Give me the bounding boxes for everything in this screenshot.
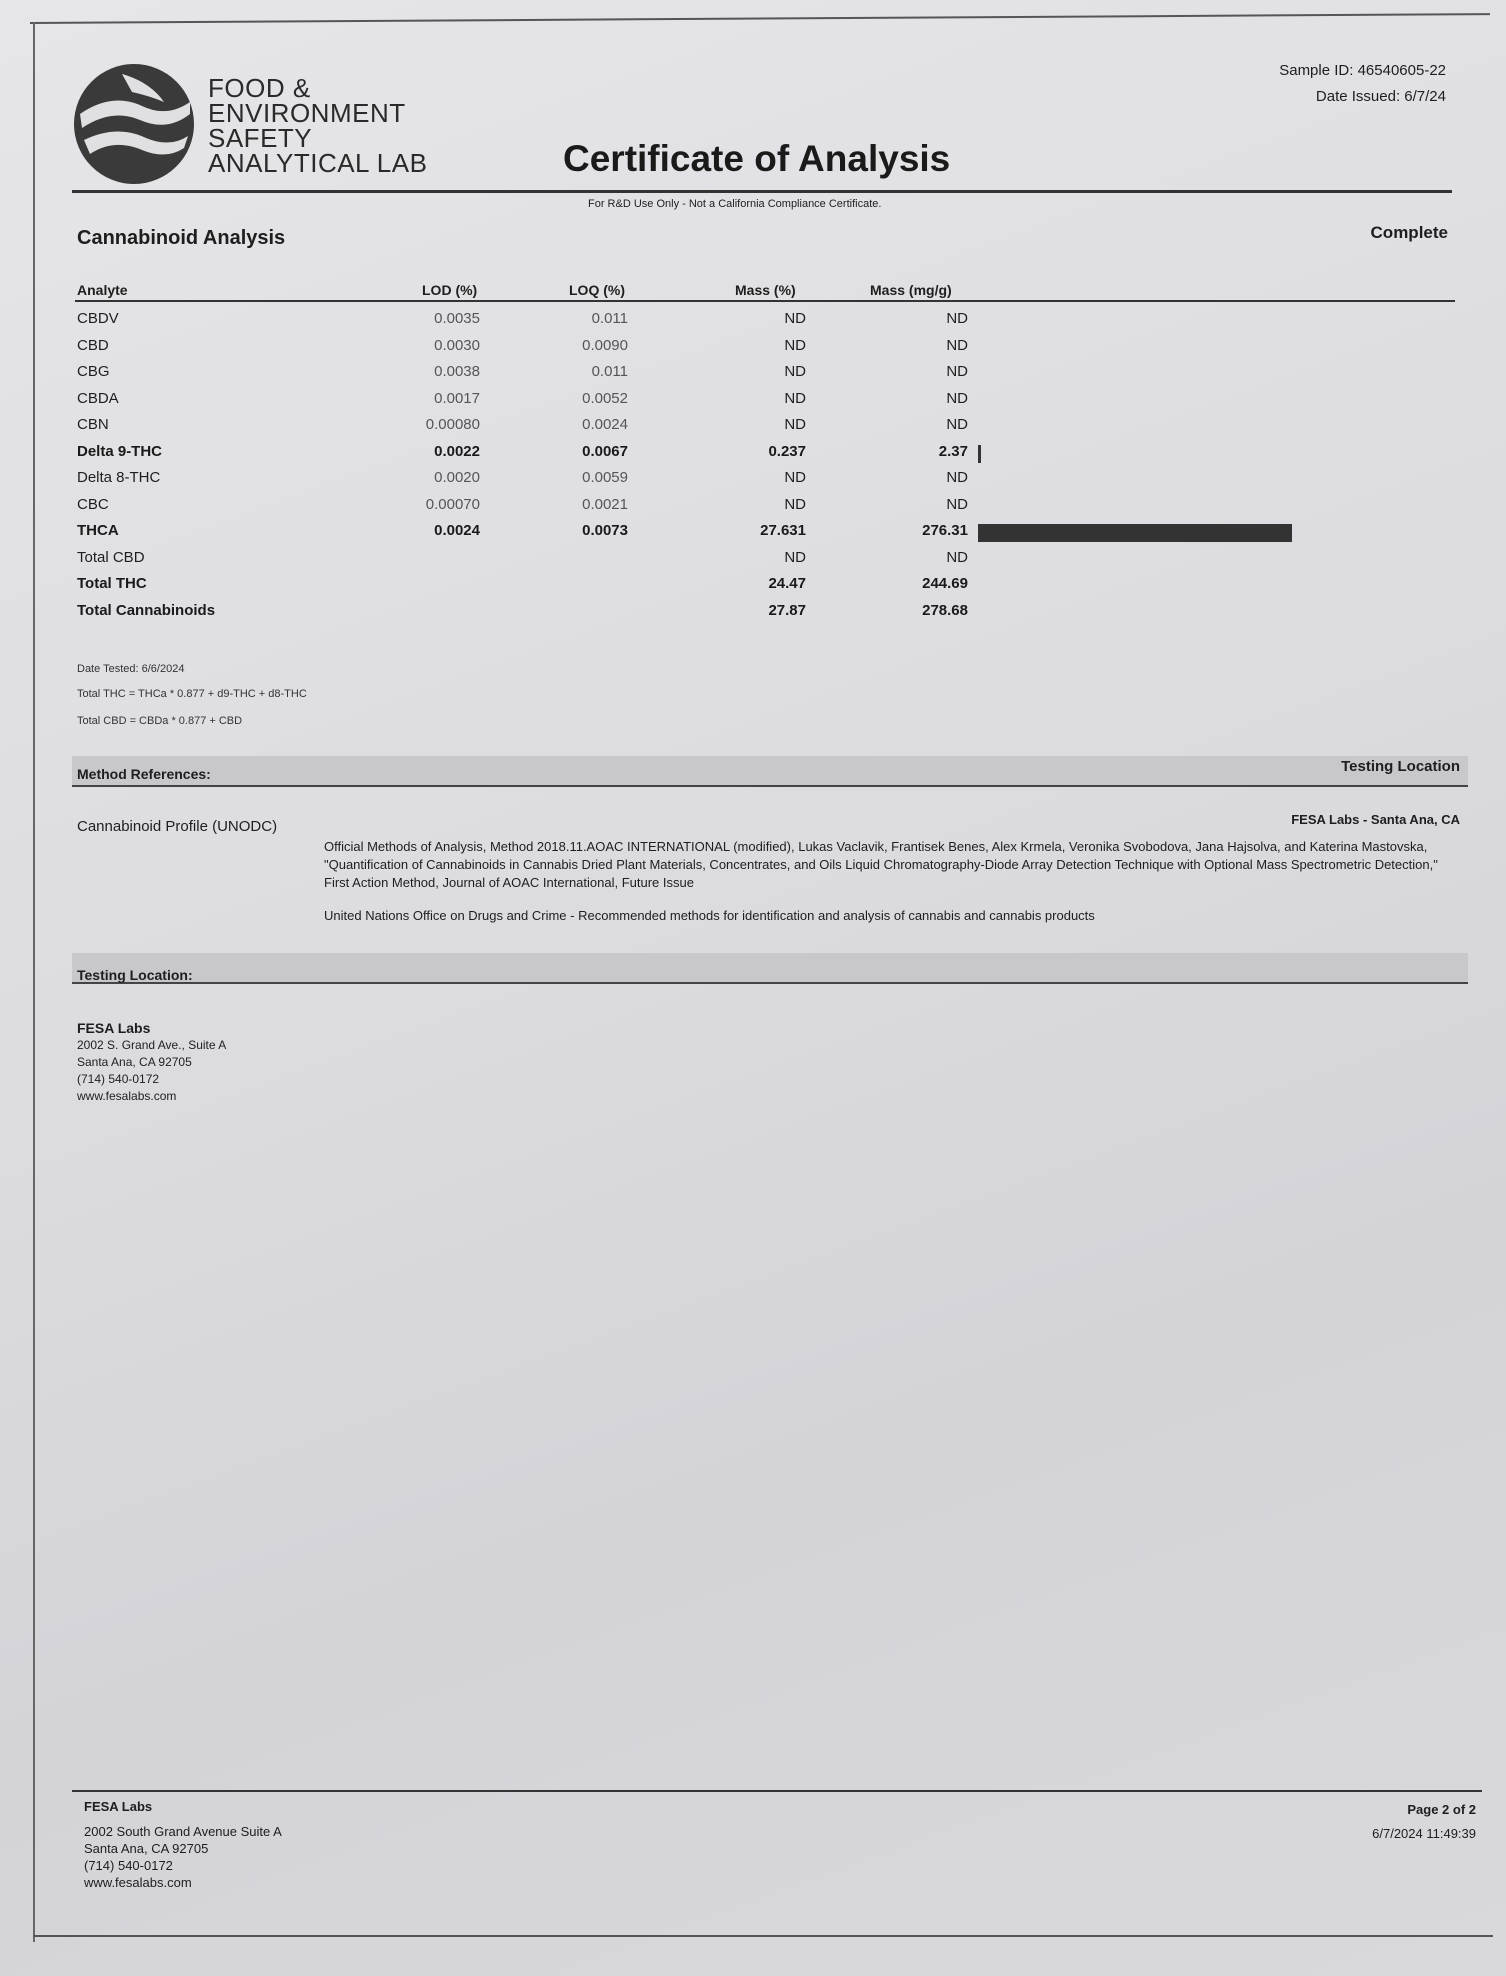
table-header-divider [75, 300, 1455, 302]
mass-percent-cell: ND [784, 416, 806, 433]
column-header-lod: LOD (%) [422, 282, 478, 298]
page-border-bottom [33, 1935, 1493, 1937]
mass-percent-cell: ND [784, 495, 806, 513]
total-thc-formula: Total THC = THCa * 0.877 + d9-THC + d8-THC [77, 688, 307, 700]
lod-cell: 0.0024 [434, 522, 480, 539]
table-row [0, 310, 1506, 336]
mass-percent-cell: ND [784, 310, 806, 327]
testing-location-divider [72, 982, 1468, 984]
mass-percent-cell: ND [784, 336, 806, 354]
total-cbd-formula: Total CBD = CBDa * 0.877 + CBD [77, 715, 243, 727]
mass-mg-cell: ND [946, 469, 968, 486]
method-references-label: Method References: [77, 766, 211, 782]
column-header-mass-mg: Mass (mg/g) [870, 282, 952, 298]
lod-cell: 0.0035 [434, 310, 480, 327]
mass-mg-cell: 278.68 [922, 601, 968, 619]
analyte-cell: CBC [77, 495, 109, 513]
analyte-cell: Total CBD [77, 548, 145, 566]
method-location: FESA Labs - Santa Ana, CA [1291, 812, 1460, 827]
mass-mg-cell: ND [946, 336, 968, 354]
certificate-title: Certificate of Analysis [563, 138, 951, 179]
lod-cell: 0.0017 [434, 389, 480, 407]
table-row [0, 575, 1506, 601]
method-references-divider [72, 785, 1468, 787]
mass-percent-cell: ND [784, 363, 806, 380]
analyte-cell: Delta 9-THC [77, 442, 163, 460]
testing-location-label: Testing Location [1341, 758, 1460, 775]
loq-cell: 0.0052 [582, 389, 628, 407]
analyte-cell: CBD [77, 336, 109, 354]
mass-percent-cell: 27.87 [768, 601, 806, 619]
analyte-cell: CBG [77, 363, 110, 380]
mass-mg-cell: ND [946, 389, 968, 407]
table-row [0, 390, 1506, 416]
header-divider [72, 190, 1452, 193]
mass-percent-cell: ND [784, 548, 806, 566]
date-tested: Date Tested: 6/6/2024 [77, 663, 185, 675]
mass-mg-cell: ND [946, 548, 968, 566]
table-row [0, 522, 1506, 548]
mass-mg-cell: ND [946, 495, 968, 513]
mass-percent-cell: ND [784, 469, 806, 486]
date-issued: Date Issued: 6/7/24 [1315, 88, 1446, 105]
mass-mg-cell: ND [946, 363, 968, 380]
mass-percent-cell: 24.47 [768, 575, 806, 592]
analyte-cell: Delta 8-THC [77, 469, 161, 486]
section-title: Cannabinoid Analysis [77, 227, 286, 249]
table-row [0, 602, 1506, 628]
method-references-band [72, 756, 1468, 786]
mass-mg-cell: 244.69 [922, 575, 968, 592]
mass-mg-cell: ND [946, 416, 968, 433]
analyte-cell: CBDV [77, 310, 119, 327]
method-name: Cannabinoid Profile (UNODC) [77, 818, 278, 835]
column-header-analyte: Analyte [77, 282, 128, 298]
footer-divider [72, 1790, 1482, 1792]
testing-location-heading: Testing Location: [77, 967, 193, 983]
mass-percent-cell: 27.631 [760, 522, 806, 539]
lod-cell: 0.00070 [425, 495, 480, 513]
analyte-cell: Total Cannabinoids [77, 601, 216, 619]
mass-mg-cell: 2.37 [938, 442, 968, 460]
loq-cell: 0.0073 [582, 522, 628, 539]
lab-logo-icon [72, 62, 196, 186]
footer-timestamp: 6/7/2024 11:49:39 [1372, 1826, 1476, 1841]
analyte-cell: CBN [77, 416, 109, 433]
table-row [0, 337, 1506, 363]
loq-cell: 0.0059 [582, 469, 628, 486]
analyte-cell: THCA [77, 522, 119, 539]
page-border-top [30, 13, 1490, 24]
page-number: Page 2 of 2 [1407, 1802, 1476, 1817]
method-reference-2: United Nations Office on Drugs and Crime - Recommended methods for identification and analysis of cannabis and cannabis products [324, 908, 1095, 923]
loq-cell: 0.0021 [582, 495, 628, 513]
status-label: Complete [1370, 223, 1448, 242]
loq-cell: 0.011 [591, 363, 628, 380]
lab-name: FOOD & ENVIRONMENT SAFETY ANALYTICAL LAB [208, 73, 428, 178]
lod-cell: 0.00080 [425, 416, 480, 433]
table-row [0, 549, 1506, 575]
method-reference-1: Official Methods of Analysis, Method 2018.11.AOAC INTERNATIONAL (modified), Lukas Vaclavik, Frantisek Benes, Alex Krmela, Veronika Svobodova, Jana Hajsolva, and Katerina Mastovska, "Quantification of Cannabinoids in Cannabis Dried Plant Materials, Concentrates, and Oils Liquid Chromatography-Diode Array Detection Technique with Optional Mass Spectrometric Detection," First Action Method, Journal of AOAC International, Future Issue [324, 839, 1438, 890]
mass-mg-cell: 276.31 [922, 522, 968, 539]
mass-mg-cell: ND [946, 310, 968, 327]
analyte-cell: CBDA [77, 389, 119, 407]
table-row [0, 469, 1506, 495]
testing-location-address: FESA Labs 2002 S. Grand Ave., Suite A Santa Ana, CA 92705 (714) 540-0172 www.fesalabs.com [77, 1020, 227, 1103]
table-row [0, 416, 1506, 442]
sample-id: Sample ID: 46540605-22 [1279, 62, 1446, 79]
column-header-mass-pct: Mass (%) [735, 282, 796, 298]
lod-cell: 0.0030 [434, 336, 480, 354]
loq-cell: 0.0024 [582, 416, 628, 433]
mass-percent-cell: ND [784, 389, 806, 407]
loq-cell: 0.0067 [582, 442, 628, 460]
loq-cell: 0.011 [591, 310, 628, 327]
mass-bar [978, 524, 1292, 542]
testing-location-band [72, 953, 1468, 983]
table-row [0, 363, 1506, 389]
disclaimer: For R&D Use Only - Not a California Compliance Certificate. [588, 198, 882, 210]
table-row [0, 496, 1506, 522]
column-header-loq: LOQ (%) [569, 282, 625, 298]
loq-cell: 0.0090 [582, 336, 628, 354]
lod-cell: 0.0038 [434, 363, 480, 380]
lod-cell: 0.0022 [434, 442, 480, 460]
analyte-cell: Total THC [77, 575, 147, 592]
table-row [0, 443, 1506, 469]
mass-bar [978, 445, 981, 463]
footer-address: FESA Labs 2002 South Grand Avenue Suite A Santa Ana, CA 92705 (714) 540-0172 www.fesalabs.com [84, 1799, 282, 1890]
lod-cell: 0.0020 [434, 469, 480, 486]
mass-percent-cell: 0.237 [768, 442, 806, 460]
